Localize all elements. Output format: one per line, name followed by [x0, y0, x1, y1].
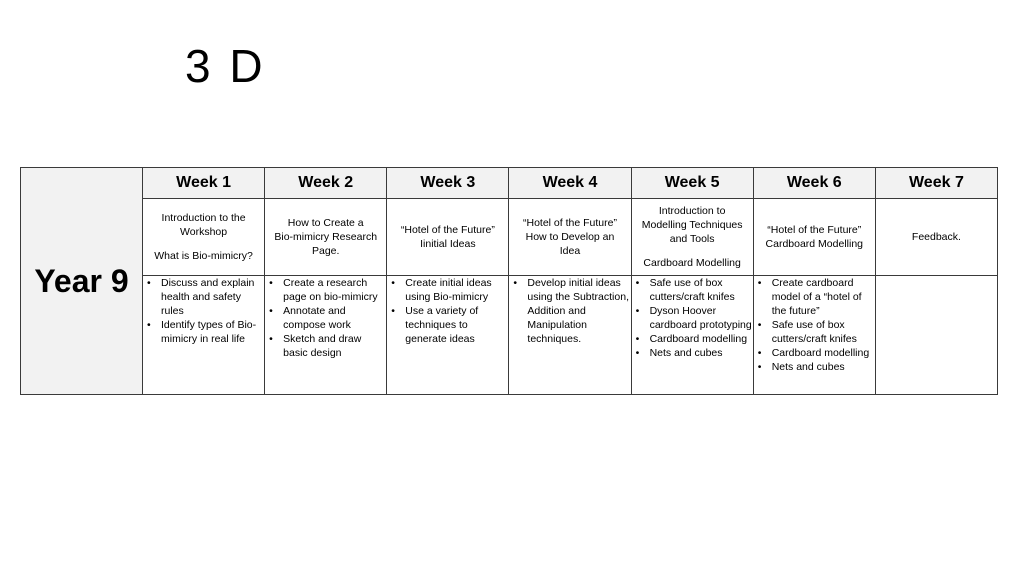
week-2-topic	[265, 199, 387, 276]
topic-line: Page.	[311, 245, 340, 257]
topic-line	[143, 239, 264, 249]
topic-line: Workshop	[180, 226, 228, 238]
activity-item: • Create a research page on bio-mimicry	[265, 276, 386, 304]
topic-row	[21, 199, 998, 276]
activity-item: • Identify types of Bio-mimicry in real life	[143, 318, 264, 346]
activity-item: • Create initial ideas using Bio-mimicry	[387, 276, 508, 304]
activity-item: • Use a variety of techniques to generate ideas	[387, 304, 508, 346]
topic-line: and Tools	[669, 233, 715, 245]
activity-item: • Dyson Hoover cardboard prototyping	[632, 304, 753, 332]
week-6-topic	[753, 199, 875, 276]
activity-list	[387, 276, 508, 346]
week-header-row	[21, 168, 998, 199]
week-1-topic	[143, 199, 265, 276]
year-label: Year 9	[21, 168, 143, 395]
topic-line	[632, 246, 753, 256]
activity-row	[21, 276, 998, 395]
week-4-header: Week 4	[509, 168, 631, 199]
topic-line: “Hotel of the Future”	[523, 217, 617, 229]
activity-item: • Create cardboard model of a “hotel of the future”	[754, 276, 875, 318]
scheme-of-work-table	[20, 167, 998, 395]
week-3-activities	[387, 276, 509, 395]
activity-item: • Annotate and compose work	[265, 304, 386, 332]
activity-item: • Sketch and draw basic design	[265, 332, 386, 360]
week-3-header: Week 3	[387, 168, 509, 199]
topic-line: Cardboard Modelling	[765, 238, 864, 250]
topic-line: Iinitial Ideas	[420, 238, 476, 250]
topic-line: How to Create a	[287, 217, 364, 229]
activity-item: • Discuss and explain health and safety rules	[143, 276, 264, 318]
week-7-activities	[875, 276, 997, 395]
activity-item: • Safe use of box cutters/craft knifes	[632, 276, 753, 304]
topic-line: Modelling Techniques	[641, 219, 743, 231]
activity-list	[509, 276, 630, 346]
page-title: 3 D	[185, 40, 266, 92]
week-6-header: Week 6	[753, 168, 875, 199]
activity-item: • Cardboard modelling	[754, 346, 875, 360]
topic-line: What is Bio-mimicry?	[154, 250, 253, 262]
topic-line: Cardboard Modelling	[643, 257, 741, 269]
week-7-header: Week 7	[875, 168, 997, 199]
week-3-topic	[387, 199, 509, 276]
week-5-topic	[631, 199, 753, 276]
activity-list	[754, 276, 875, 374]
activity-item: • Develop initial ideas using the Subtraction, Addition and Manipulation techniques.	[509, 276, 630, 346]
activity-item: • Nets and cubes	[754, 360, 875, 374]
week-2-header: Week 2	[265, 168, 387, 199]
topic-line: How to Develop an	[525, 231, 615, 243]
topic-line: Bio-mimicry Research	[274, 231, 378, 243]
week-2-activities	[265, 276, 387, 395]
week-6-activities	[753, 276, 875, 395]
activity-list	[143, 276, 264, 346]
activity-list	[632, 276, 753, 360]
topic-line: Introduction to the	[161, 212, 246, 224]
activity-item: • Safe use of box cutters/craft knifes	[754, 318, 875, 346]
activity-item: • Cardboard modelling	[632, 332, 753, 346]
week-7-topic	[875, 199, 997, 276]
week-1-header: Week 1	[143, 168, 265, 199]
week-4-topic	[509, 199, 631, 276]
week-4-activities	[509, 276, 631, 395]
topic-line: Idea	[559, 245, 581, 257]
activity-list	[265, 276, 386, 360]
week-5-activities	[631, 276, 753, 395]
activity-item: • Nets and cubes	[632, 346, 753, 360]
topic-line: Feedback.	[911, 231, 961, 243]
week-5-header: Week 5	[631, 168, 753, 199]
topic-line: “Hotel of the Future”	[767, 224, 862, 236]
week-1-activities	[143, 276, 265, 395]
topic-line: “Hotel of the Future”	[400, 224, 495, 236]
topic-line: Introduction to	[658, 205, 726, 217]
